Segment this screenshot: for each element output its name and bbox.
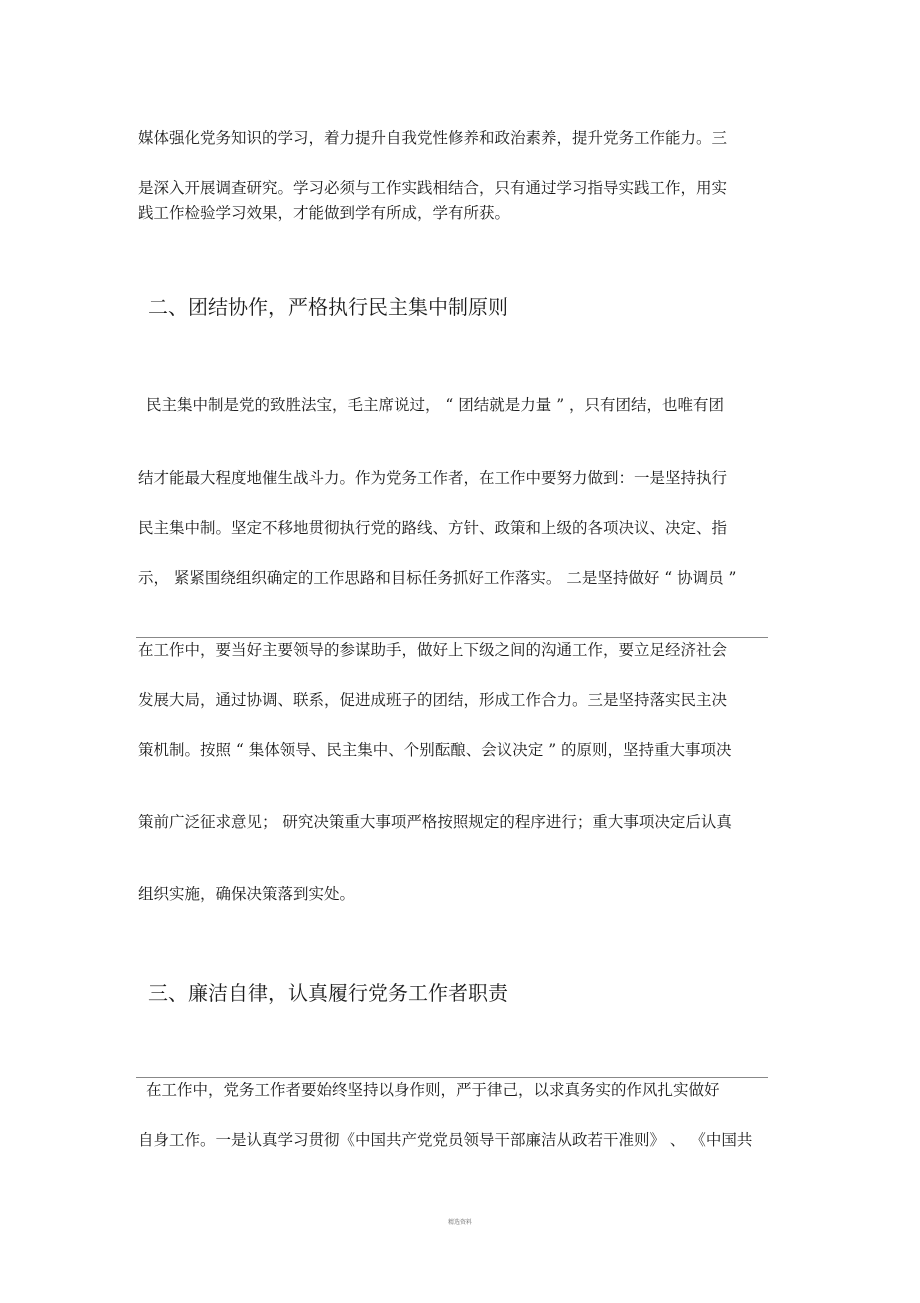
- paragraph-line: 践工作检验学习效果，才能做到学有所成，学有所获。: [138, 204, 511, 222]
- paragraph-line: 是深入开展调查研究。学习必须与工作实践相结合，只有通过学习指导实践工作，用实: [138, 179, 728, 197]
- paragraph-line: 民主集中制。坚定不移地贯彻执行党的路线、方针、政策和上级的各项决议、决定、指: [138, 519, 728, 537]
- page-footer: 精选资料: [447, 1219, 472, 1226]
- paragraph-line: 策机制。按照 “ 集体领导、民主集中、个别酝酿、会议决定 ” 的原则，坚持重大事项决: [138, 741, 732, 759]
- divider-line: [136, 1077, 768, 1078]
- paragraph-line: 组织实施，确保决策落到实处。: [138, 885, 356, 903]
- section-heading-3: 三、廉洁自律，认真履行党务工作者职责: [148, 981, 508, 1005]
- paragraph-line: 在工作中，党务工作者要始终坚持以身作则，严于律己，以求真务实的作风扎实做好: [146, 1081, 720, 1099]
- paragraph-line: 结才能最大程度地催生战斗力。作为党务工作者，在工作中要努力做到：一是坚持执行: [138, 469, 728, 487]
- divider-line: [136, 637, 768, 638]
- paragraph-line: 策前广泛征求意见； 研究决策重大事项严格按照规定的程序进行；重大事项决定后认真: [138, 813, 732, 831]
- paragraph-line: 自身工作。一是认真学习贯彻《中国共产党党员领导干部廉洁从政若干准则》 、 《中国共: [138, 1131, 753, 1149]
- paragraph-line: 在工作中，要当好主要领导的参谋助手，做好上下级之间的沟通工作，要立足经济社会: [138, 641, 728, 659]
- paragraph-line: 民主集中制是党的致胜法宝，毛主席说过， “ 团结就是力量 ” ，只有团结，也唯有团: [146, 396, 725, 414]
- paragraph-line: 发展大局，通过协调、联系，促进成班子的团结，形成工作合力。三是坚持落实民主决: [138, 691, 728, 709]
- paragraph-line: 媒体强化党务知识的学习，着力提升自我党性修养和政治素养，提升党务工作能力。三: [138, 129, 728, 147]
- paragraph-line: 示， 紧紧围绕组织确定的工作思路和目标任务抓好工作落实。 二是坚持做好 “ 协调员 ”: [138, 569, 737, 587]
- section-heading-2: 二、团结协作，严格执行民主集中制原则: [148, 295, 508, 319]
